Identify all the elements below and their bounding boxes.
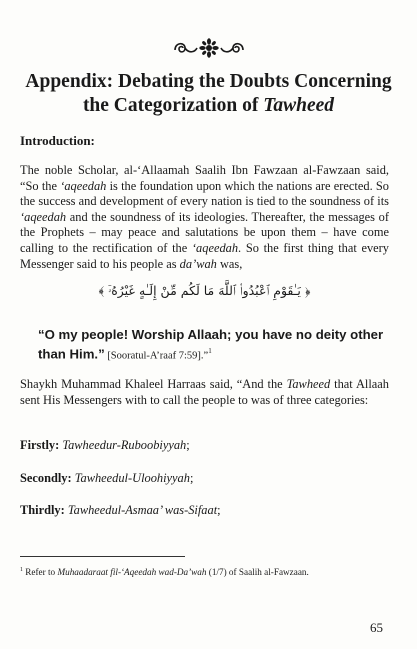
para1-emphasis-2: ‘aqeedah — [20, 209, 67, 224]
footnote — [20, 567, 395, 577]
para1-text-2: is the foundation upon which the nations are erected. So the success and development of every nation is tied to the soundness of its — [20, 178, 390, 209]
title-emphasis: Tawheed — [263, 95, 335, 116]
para1-text-5: was, — [216, 256, 243, 271]
para1-emphasis-1: ‘aqeedah — [60, 178, 107, 193]
floral-ornament-icon — [0, 38, 417, 63]
paragraph-harraas — [20, 377, 389, 408]
title-line-2: the Categorization of — [82, 95, 264, 116]
footnote-divider — [20, 556, 185, 557]
arabic-verse: ﴿ يَـٰقَوْمِ ٱعْبُدُوا۟ ٱللَّهَ مَا لَكُم مِّنْ إِلَـٰهٍ غَيْرُهُۥٓ ﴾ — [98, 283, 311, 298]
category-label: Secondly: — [20, 471, 72, 485]
para1-text-1: The noble Scholar, al-‘Allaamah Saalih Ibn Fawzaan al-Fawzaan said, “So the — [20, 163, 389, 193]
footnote-marker[interactable]: 1 — [208, 347, 212, 355]
paragraph-intro — [20, 163, 389, 272]
category-suffix: ; — [217, 503, 221, 517]
para2-emphasis-1: Tawheed — [286, 377, 331, 391]
category-item — [20, 438, 190, 453]
category-suffix: ; — [189, 471, 194, 485]
para1-emphasis-4: da’wah — [179, 256, 217, 271]
category-suffix: ; — [186, 438, 190, 452]
page-number: 65 — [370, 620, 383, 635]
para1-text-3: and the soundness of its ideologies. Thereafter, the messages of the Prophets – may peace and salutations be upon them – have come calling to the rectification of the — [20, 209, 389, 255]
category-item — [20, 503, 221, 518]
verse-translation — [38, 326, 388, 364]
footnote-text-1: Refer to — [23, 567, 58, 578]
footnote-text-2: (1/7) of Saalih al-Fawzaan. — [206, 567, 309, 578]
page-title — [20, 70, 397, 118]
para2-text-1: Shaykh Muhammad Khaleel Harraas said, “And the — [20, 377, 287, 391]
quote-text: “O my people! Worship Allaah; you have no deity other than Him.” — [38, 327, 384, 362]
para2-text-2: that Allaah sent His Messengers with to call the people to was of three categories: — [20, 377, 389, 407]
footnote-number: 1 — [20, 567, 23, 573]
footnote-book-title: Muhaadaraat fil-‘Aqeedah wad-Da’wah — [57, 567, 207, 578]
category-value: Tawheedur-Ruboobiyyah — [62, 438, 187, 452]
category-label: Firstly: — [20, 438, 60, 452]
quote-reference: [Sooratul-A’raaf 7:59].” — [104, 350, 209, 362]
category-value: Tawheedul-Asmaa’ was-Sifaat — [67, 503, 218, 517]
section-heading: Introduction: — [20, 133, 95, 148]
para1-text-4: . So the first thing that every Messenger said to his people as — [20, 240, 389, 271]
category-label: Thirdly: — [20, 503, 65, 517]
category-value: Tawheedul-Uloohiyyah — [74, 471, 190, 485]
category-item — [20, 471, 193, 486]
title-line-1: Appendix: Debating the Doubts Concerning — [25, 71, 392, 92]
para1-emphasis-3: ‘aqeedah — [191, 240, 239, 255]
